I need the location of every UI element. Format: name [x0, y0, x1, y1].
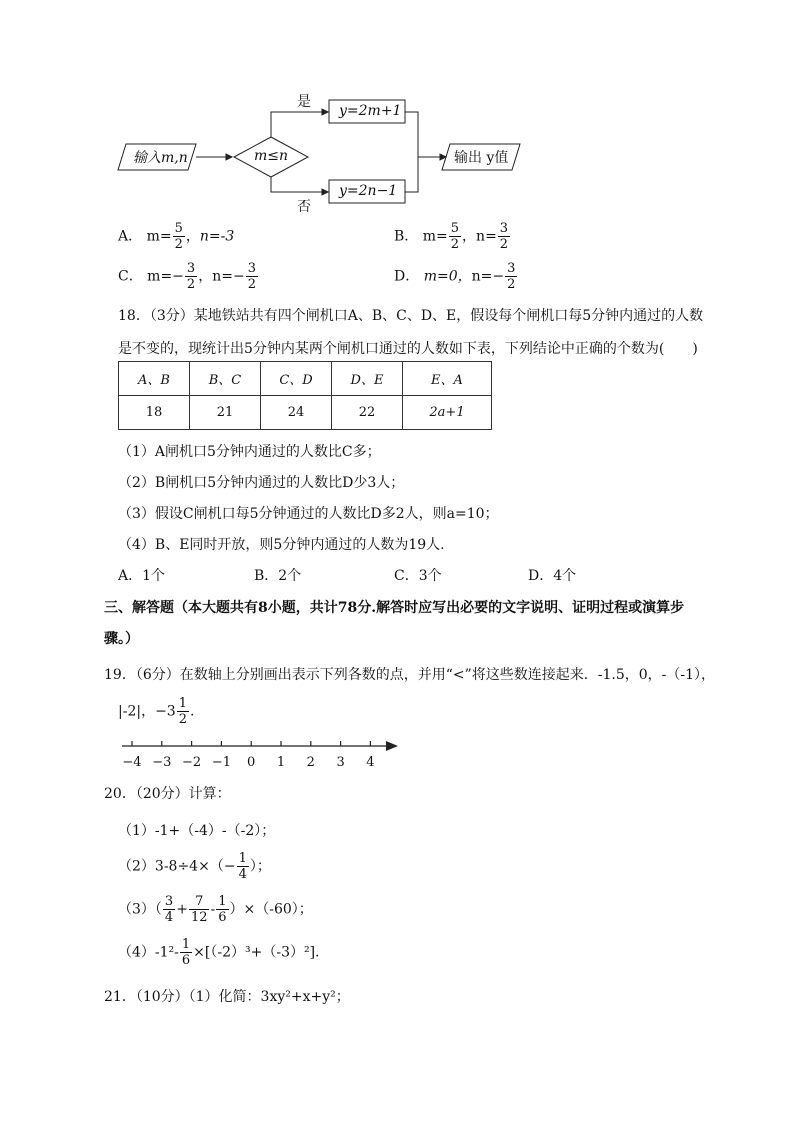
number-line: [120, 732, 400, 776]
table-cell: B、C: [190, 362, 261, 396]
flow-no-label: 否: [297, 199, 311, 215]
flow-input-label: 输入m,n: [133, 150, 188, 166]
q17-option-c: C． m=− $\frac{3}{2}$ ，n=− $\frac{3}{2}$: [118, 261, 256, 292]
q20-part1: （1）-1+（-4）-（-2）；: [118, 823, 276, 839]
q20-part3: （3）（ $\frac{3}{4}$ + $\frac{7}{12}$ - $\frac{1}{6}$ ）×（-60）；: [118, 894, 313, 925]
q18-statement: （3）假设C闸机口每5分钟通过的人数比D多2人，则a=10；: [118, 506, 499, 522]
table-cell: A、B: [119, 362, 190, 396]
table-cell: C、D: [261, 362, 332, 396]
number-line-label: 3: [336, 755, 345, 770]
number-line-label: 0: [247, 755, 256, 770]
number-line-arrow: [386, 741, 398, 751]
table-cell: 24: [261, 396, 332, 430]
number-line-label: −1: [211, 755, 231, 770]
q17-option-d: D． m=0，n=− $\frac{3}{2}$: [394, 261, 516, 292]
q20-title: 20．（20分）计算：: [104, 786, 231, 802]
q20-part4: （4）-1²- $\frac{1}{6}$ ×[（-2）³+（-3）²].: [118, 937, 320, 968]
q18-option: D．4个: [528, 568, 577, 584]
flow-output-label: 输出 y值: [454, 150, 509, 166]
table-cell: E、A: [403, 362, 492, 396]
q19-stem-line1: 19．（6分）在数轴上分别画出表示下列各数的点，并用“<”将这些数连接起来．-1.5，0，-（-1），: [104, 667, 716, 683]
q18-option: A．1个: [118, 568, 166, 584]
number-line-label: 4: [366, 755, 375, 770]
flow-yes-label: 是: [297, 94, 311, 110]
section-heading-line2: 骤。）: [104, 631, 139, 647]
q19-stem-line2: |-2|，−3 $\frac{1}{2}$ .: [118, 696, 195, 727]
q18-stem-line2: 是不变的，现统计出5分钟内某两个闸机口通过的人数如下表，下列结论中正确的个数为( ): [118, 341, 698, 357]
flow-no-formula: y=2n−1: [339, 183, 398, 199]
q21-stem-line1: 21．（10分）（1）化简：3xy²+x+y²；: [104, 989, 350, 1005]
number-line-label: −4: [122, 755, 142, 770]
q18-stem-line1: 18．（3分）某地铁站共有四个闸机口A、B、C、D、E，假设每个闸机口每5分钟内通过的人数: [118, 308, 704, 324]
number-line-label: 2: [306, 755, 315, 770]
flow-condition-label: m≤n: [254, 148, 289, 164]
number-line-label: −3: [152, 755, 172, 770]
q18-table: [118, 361, 492, 430]
table-header-row: [119, 362, 492, 396]
q18-statement: （4）B、E同时开放，则5分钟内通过的人数为19人.: [118, 537, 445, 553]
table-cell: 18: [119, 396, 190, 430]
table-row: [119, 396, 492, 430]
table-cell: 2a+1: [403, 396, 492, 430]
q18-option: B．2个: [254, 568, 302, 584]
q17-option-a: A． m= $\frac{5}{2}$ ，n=-3: [118, 221, 235, 252]
number-line-label: 1: [276, 755, 286, 770]
number-line-label: −2: [182, 755, 202, 770]
q18-statement: （1）A闸机口5分钟内通过的人数比C多；: [118, 444, 381, 460]
q17-option-b: B． m= $\frac{5}{2}$ ，n= $\frac{3}{2}$: [394, 221, 509, 252]
q18-statement: （2）B闸机口5分钟内通过的人数比D少3人；: [118, 475, 405, 491]
q18-option: C．3个: [394, 568, 442, 584]
table-cell: 22: [332, 396, 403, 430]
q20-part2: （2）3-8÷4×（− $\frac{1}{4}$ ）；: [118, 851, 271, 882]
section-heading-line1: 三、解答题（本大题共有8小题，共计78分.解答时应写出必要的文字说明、证明过程或演算步: [104, 600, 685, 616]
table-cell: 21: [190, 396, 261, 430]
table-cell: D、E: [332, 362, 403, 396]
flow-yes-formula: y=2m+1: [339, 103, 402, 119]
